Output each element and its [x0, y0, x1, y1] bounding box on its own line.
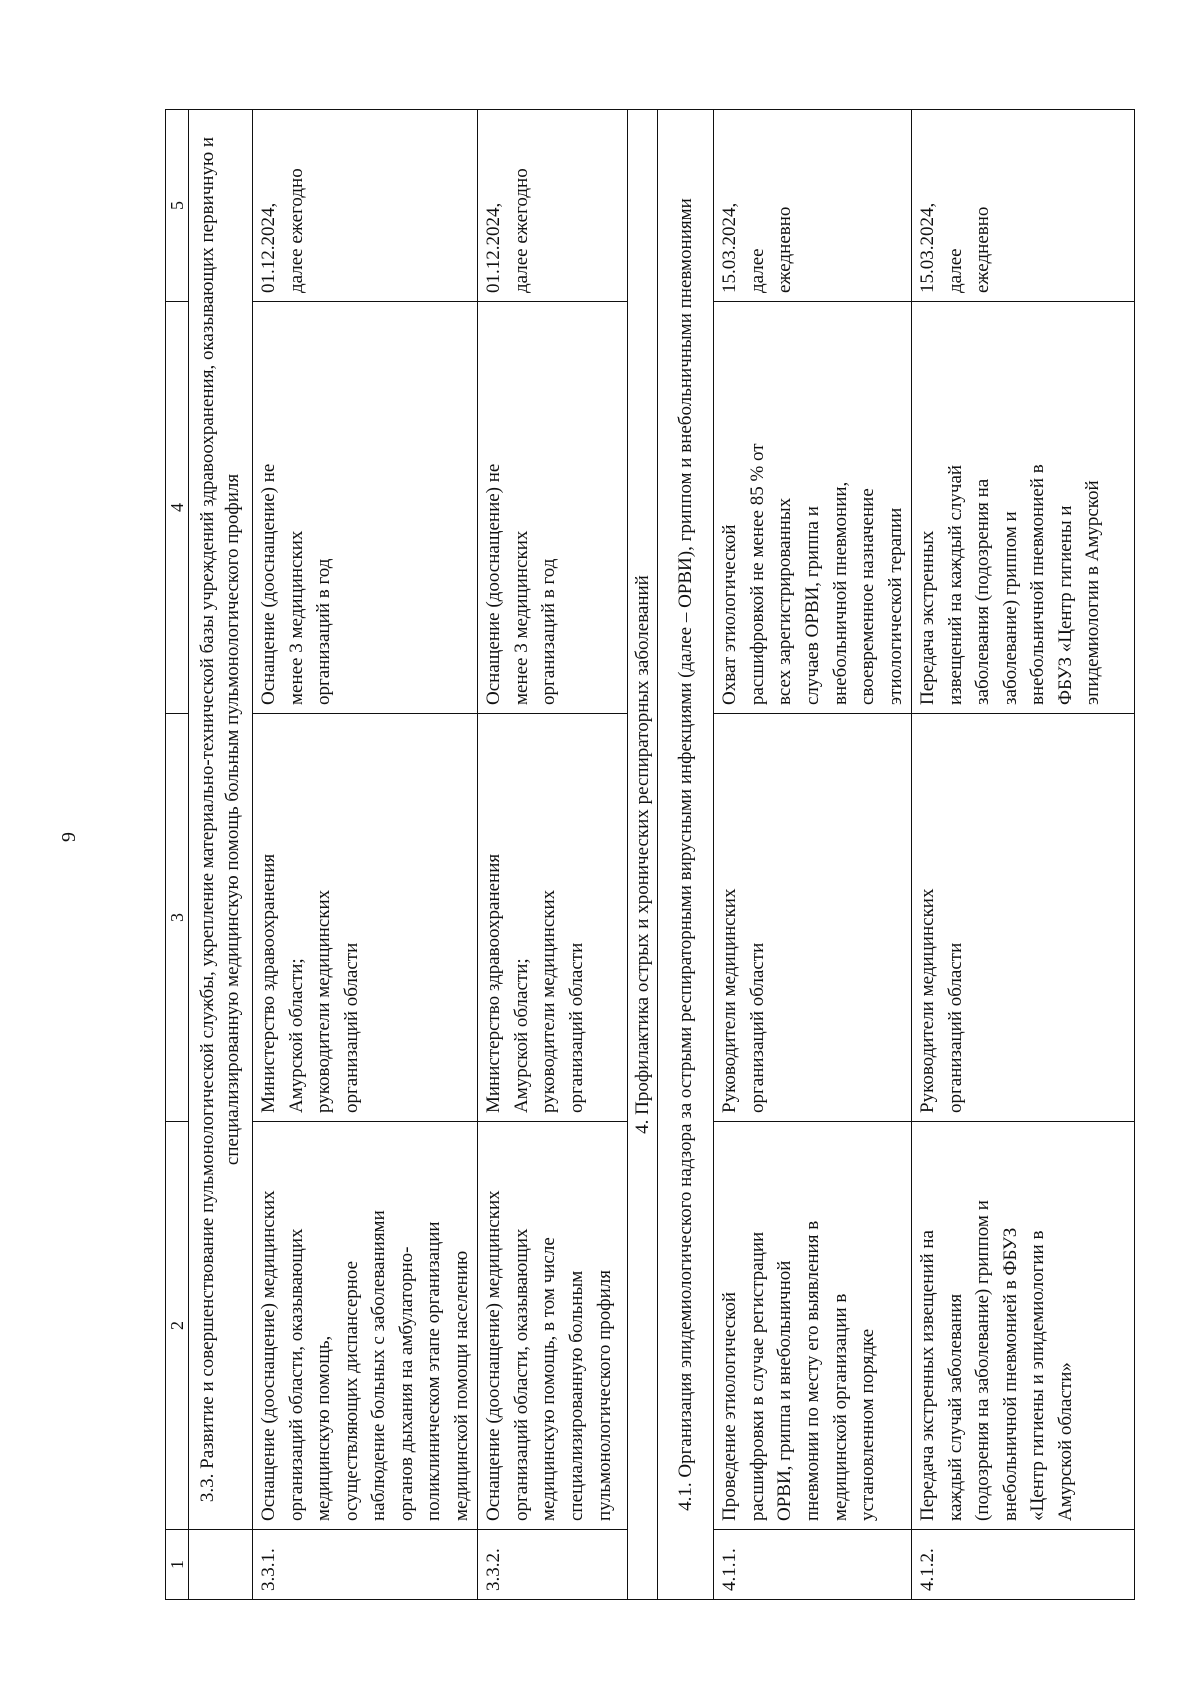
table-row — [714, 110, 912, 1600]
rotated-table-container — [165, 110, 1104, 1600]
action-cell: Проведение этиологической расшифровки в случае регистрации ОРВИ, гриппа и внебольничной пневмонии по месту его выявления в медицинской организации в установленном порядке — [714, 1122, 912, 1530]
column-number-row — [166, 110, 189, 1600]
indicator-cell: Оснащение (дооснащение) не менее 3 медицинских организаций в год — [478, 302, 628, 714]
responsible-cell: Руководители медицинских организаций области — [912, 714, 1135, 1122]
action-cell: Передача экстренных извещений на каждый случай заболевания (подозрения на заболевание) гриппом и внебольничной пневмонией в ФБУЗ «Центр гигиены и эпидемиологии в Амурской области» — [912, 1122, 1135, 1530]
column-number-1: 1 — [166, 1530, 189, 1600]
action-cell: Оснащение (дооснащение) медицинских организаций области, оказывающих медицинскую помощь, в том числе специализированную больным пульмонологического профиля — [478, 1122, 628, 1530]
action-cell: Оснащение (дооснащение) медицинских организаций области, оказывающих медицинскую помощь, осуществляющих диспансерное наблюдение больных с заболеваниями органов дыхания на амбулаторно- поликлиническом этапе организации медицинской помощи населению — [253, 1122, 478, 1530]
deadline-cell: 15.03.2024, далее ежедневно — [912, 110, 1135, 302]
table-row — [478, 110, 628, 1600]
row-number: 3.3.2. — [478, 1530, 628, 1600]
indicator-cell: Оснащение (дооснащение) не менее 3 медицинских организаций в год — [253, 302, 478, 714]
section-heading-3-3: 3.3. Развитие и совершенствование пульмонологической службы, укрепление материально-технической базы учреждений здравоохранения, оказывающих первичную и специализированную медицинскую помощь больным пульмонологического профиля — [189, 110, 253, 1530]
section-heading-4: 4. Профилактика острых и хронических респираторных заболеваний — [628, 110, 658, 1600]
row-number: 4.1.2. — [912, 1530, 1135, 1600]
plan-table — [165, 109, 1135, 1600]
responsible-cell: Руководители медицинских организаций области — [714, 714, 912, 1122]
deadline-cell: 01.12.2024, далее ежегодно — [478, 110, 628, 302]
indicator-cell: Передача экстренных извещений на каждый случай заболевания (подозрения на заболевание) гриппом и внебольничной пневмонией в ФБУЗ «Центр гигиены и эпидемиологии в Амурской — [912, 302, 1135, 714]
indicator-cell: Охват этиологической расшифровкой не менее 85 % от всех зарегистрированных случаев ОРВИ, гриппа и внебольничной пневмонии, своевременное назначение этиологической терапии — [714, 302, 912, 714]
deadline-cell: 01.12.2024, далее ежегодно — [253, 110, 478, 302]
column-number-3: 3 — [166, 714, 189, 1122]
section-row-4 — [628, 110, 658, 1600]
column-number-4: 4 — [166, 302, 189, 714]
deadline-cell: 15.03.2024, далее ежедневно — [714, 110, 912, 302]
column-number-2: 2 — [166, 1122, 189, 1530]
row-number: 3.3.1. — [253, 1530, 478, 1600]
table-row — [253, 110, 478, 1600]
section-row-3-3 — [189, 110, 253, 1600]
page-number: 9 — [58, 832, 80, 842]
responsible-cell: Министерство здравоохранения Амурской области; руководители медицинских организаций области — [253, 714, 478, 1122]
column-number-5: 5 — [166, 110, 189, 302]
row-number: 4.1.1. — [714, 1530, 912, 1600]
responsible-cell: Министерство здравоохранения Амурской области; руководители медицинских организаций области — [478, 714, 628, 1122]
section-heading-4-1: 4.1. Организация эпидемиологического надзора за острыми респираторными вирусными инфекциями (далее – ОРВИ), гриппом и внебольничными пневмониями — [658, 110, 714, 1600]
section-row-4-1 — [658, 110, 714, 1600]
table-row — [912, 110, 1135, 1600]
